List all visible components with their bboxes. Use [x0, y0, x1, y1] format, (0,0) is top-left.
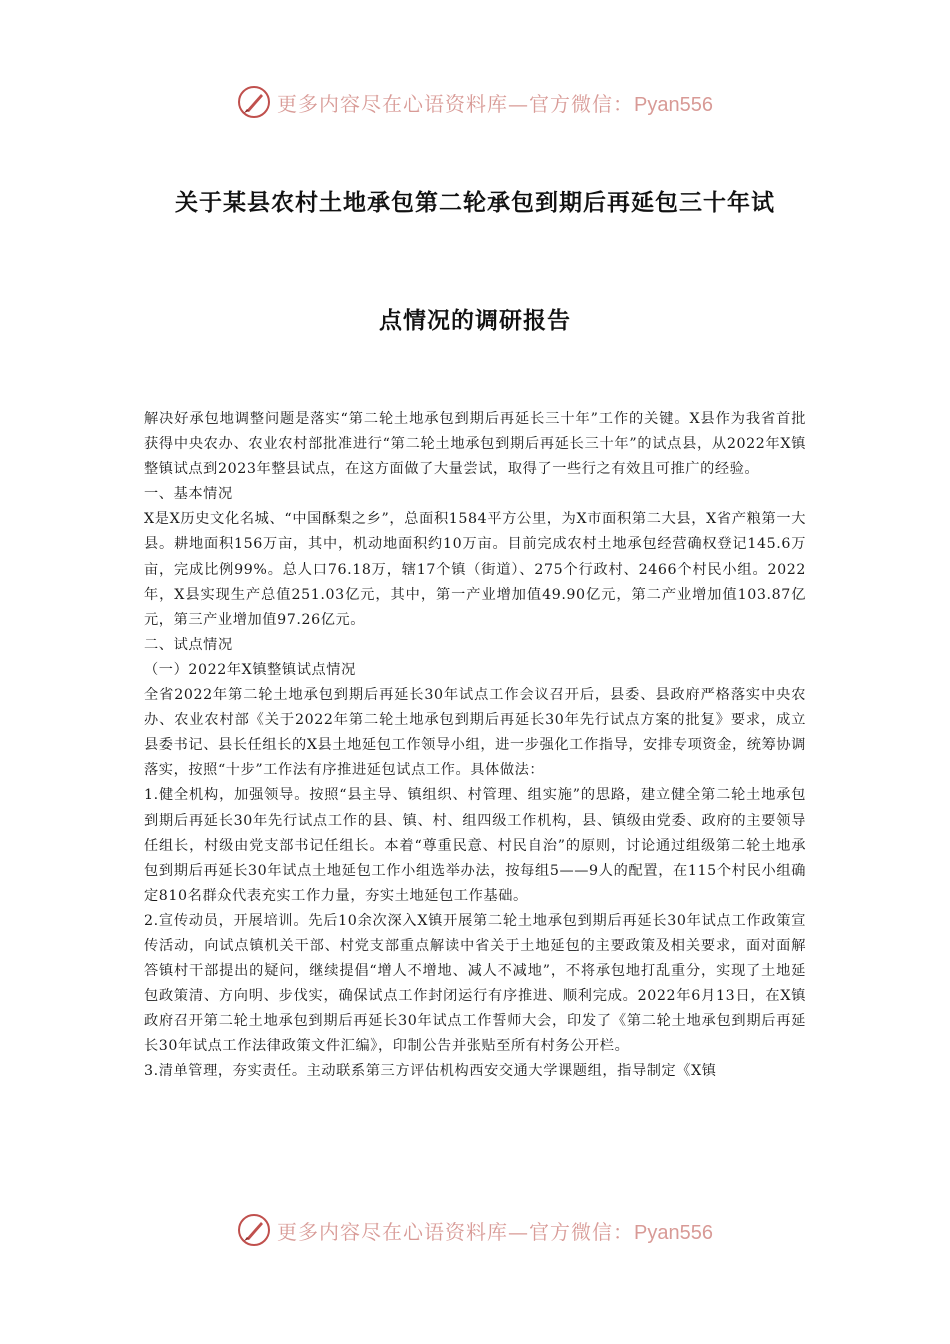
- watermark-header: [0, 82, 950, 122]
- watermark-footer: [0, 1210, 950, 1250]
- document-body: [144, 407, 806, 1085]
- section-heading-basic: 一、基本情况: [144, 486, 233, 503]
- quill-logo-icon: [237, 1213, 271, 1247]
- subsection-heading-2022: （一）2022年X镇整镇试点情况: [144, 661, 356, 678]
- quill-logo-icon: [237, 85, 271, 119]
- intro-paragraph: 解决好承包地调整问题是落实“第二轮土地承包到期后再延长三十年”工作的关键。X县作为我省首批获得中央农办、农业农村部批准进行“第二轮土地承包到期后再延长三十年”的试点县，从2022年X镇整镇试点到2023年整县试点，在这方面做了大量尝试，取得了一些行之有效且可推广的经验。: [144, 411, 806, 478]
- watermark-text: 更多内容尽在心语资料库—官方微信：Pyan556: [277, 91, 713, 116]
- pilot-paragraph: 全省2022年第二轮土地承包到期后再延长30年试点工作会议召开后，县委、县政府严格落实中央农办、农业农村部《关于2022年第二轮土地承包到期后再延长30年先行试点方案的批复》要求，成立县委书记、县长任组长的X县土地延包工作领导小组，进一步强化工作指导，安排专项资金，统筹协调落实，按照“十步”工作法有序推进延包试点工作。具体做法：: [144, 687, 806, 779]
- basic-info-paragraph: X是X历史文化名城、“中国酥梨之乡”，总面积1584平方公里，为X市面积第二大县，X省产粮第一大县。耕地面积156万亩，其中，机动地面积约10万亩。目前完成农村土地承包经营确权登记145.6万亩，完成比例99%。总人口76.18万，辖17个镇（街道）、275个行政村、2466个村民小组。2022年，X县实现生产总值251.03亿元，其中，第一产业增加值49.90亿元，第二产业增加值103.87亿元，第三产业增加值97.26亿元。: [144, 511, 806, 628]
- item-3-paragraph: 3.清单管理，夯实责任。主动联系第三方评估机构西安交通大学课题组，指导制定《X镇: [144, 1063, 717, 1080]
- item-1-paragraph: 1.健全机构，加强领导。按照“县主导、镇组织、村管理、组实施”的思路，建立健全第二轮土地承包到期后再延长30年先行试点工作的县、镇、村、组四级工作机构，县、镇级由党委、政府的主要领导任组长，村级由党支部书记任组长。本着“尊重民意、村民自治”的原则，讨论通过组级第二轮土地承包到期后再延长30年试点土地延包工作小组选举办法，按每组5——9人的配置，在115个村民小组确定810名群众代表充实工作力量，夯实土地延包工作基础。: [144, 787, 806, 904]
- document-title-line2: 点情况的调研报告: [379, 308, 571, 334]
- item-2-paragraph: 2.宣传动员，开展培训。先后10余次深入X镇开展第二轮土地承包到期后再延长30年试点工作政策宣传活动，向试点镇机关干部、村党支部重点解读中省关于土地延包的主要政策及相关要求，面对面解答镇村干部提出的疑问，继续提倡“增人不增地、减人不减地”，不将承包地打乱重分，实现了土地延包政策清、方向明、步伐实，确保试点工作封闭运行有序推进、顺利完成。2022年6月13日，在X镇政府召开第二轮土地承包到期后再延长30年试点工作誓师大会，印发了《第二轮土地承包到期后再延长30年试点工作法律政策文件汇编》，印制公告并张贴至所有村务公开栏。: [144, 912, 806, 1055]
- section-heading-pilot: 二、试点情况: [144, 636, 233, 653]
- watermark-text: 更多内容尽在心语资料库—官方微信：Pyan556: [277, 1219, 713, 1244]
- document-title-line1: 关于某县农村土地承包第二轮承包到期后再延包三十年试: [175, 190, 775, 216]
